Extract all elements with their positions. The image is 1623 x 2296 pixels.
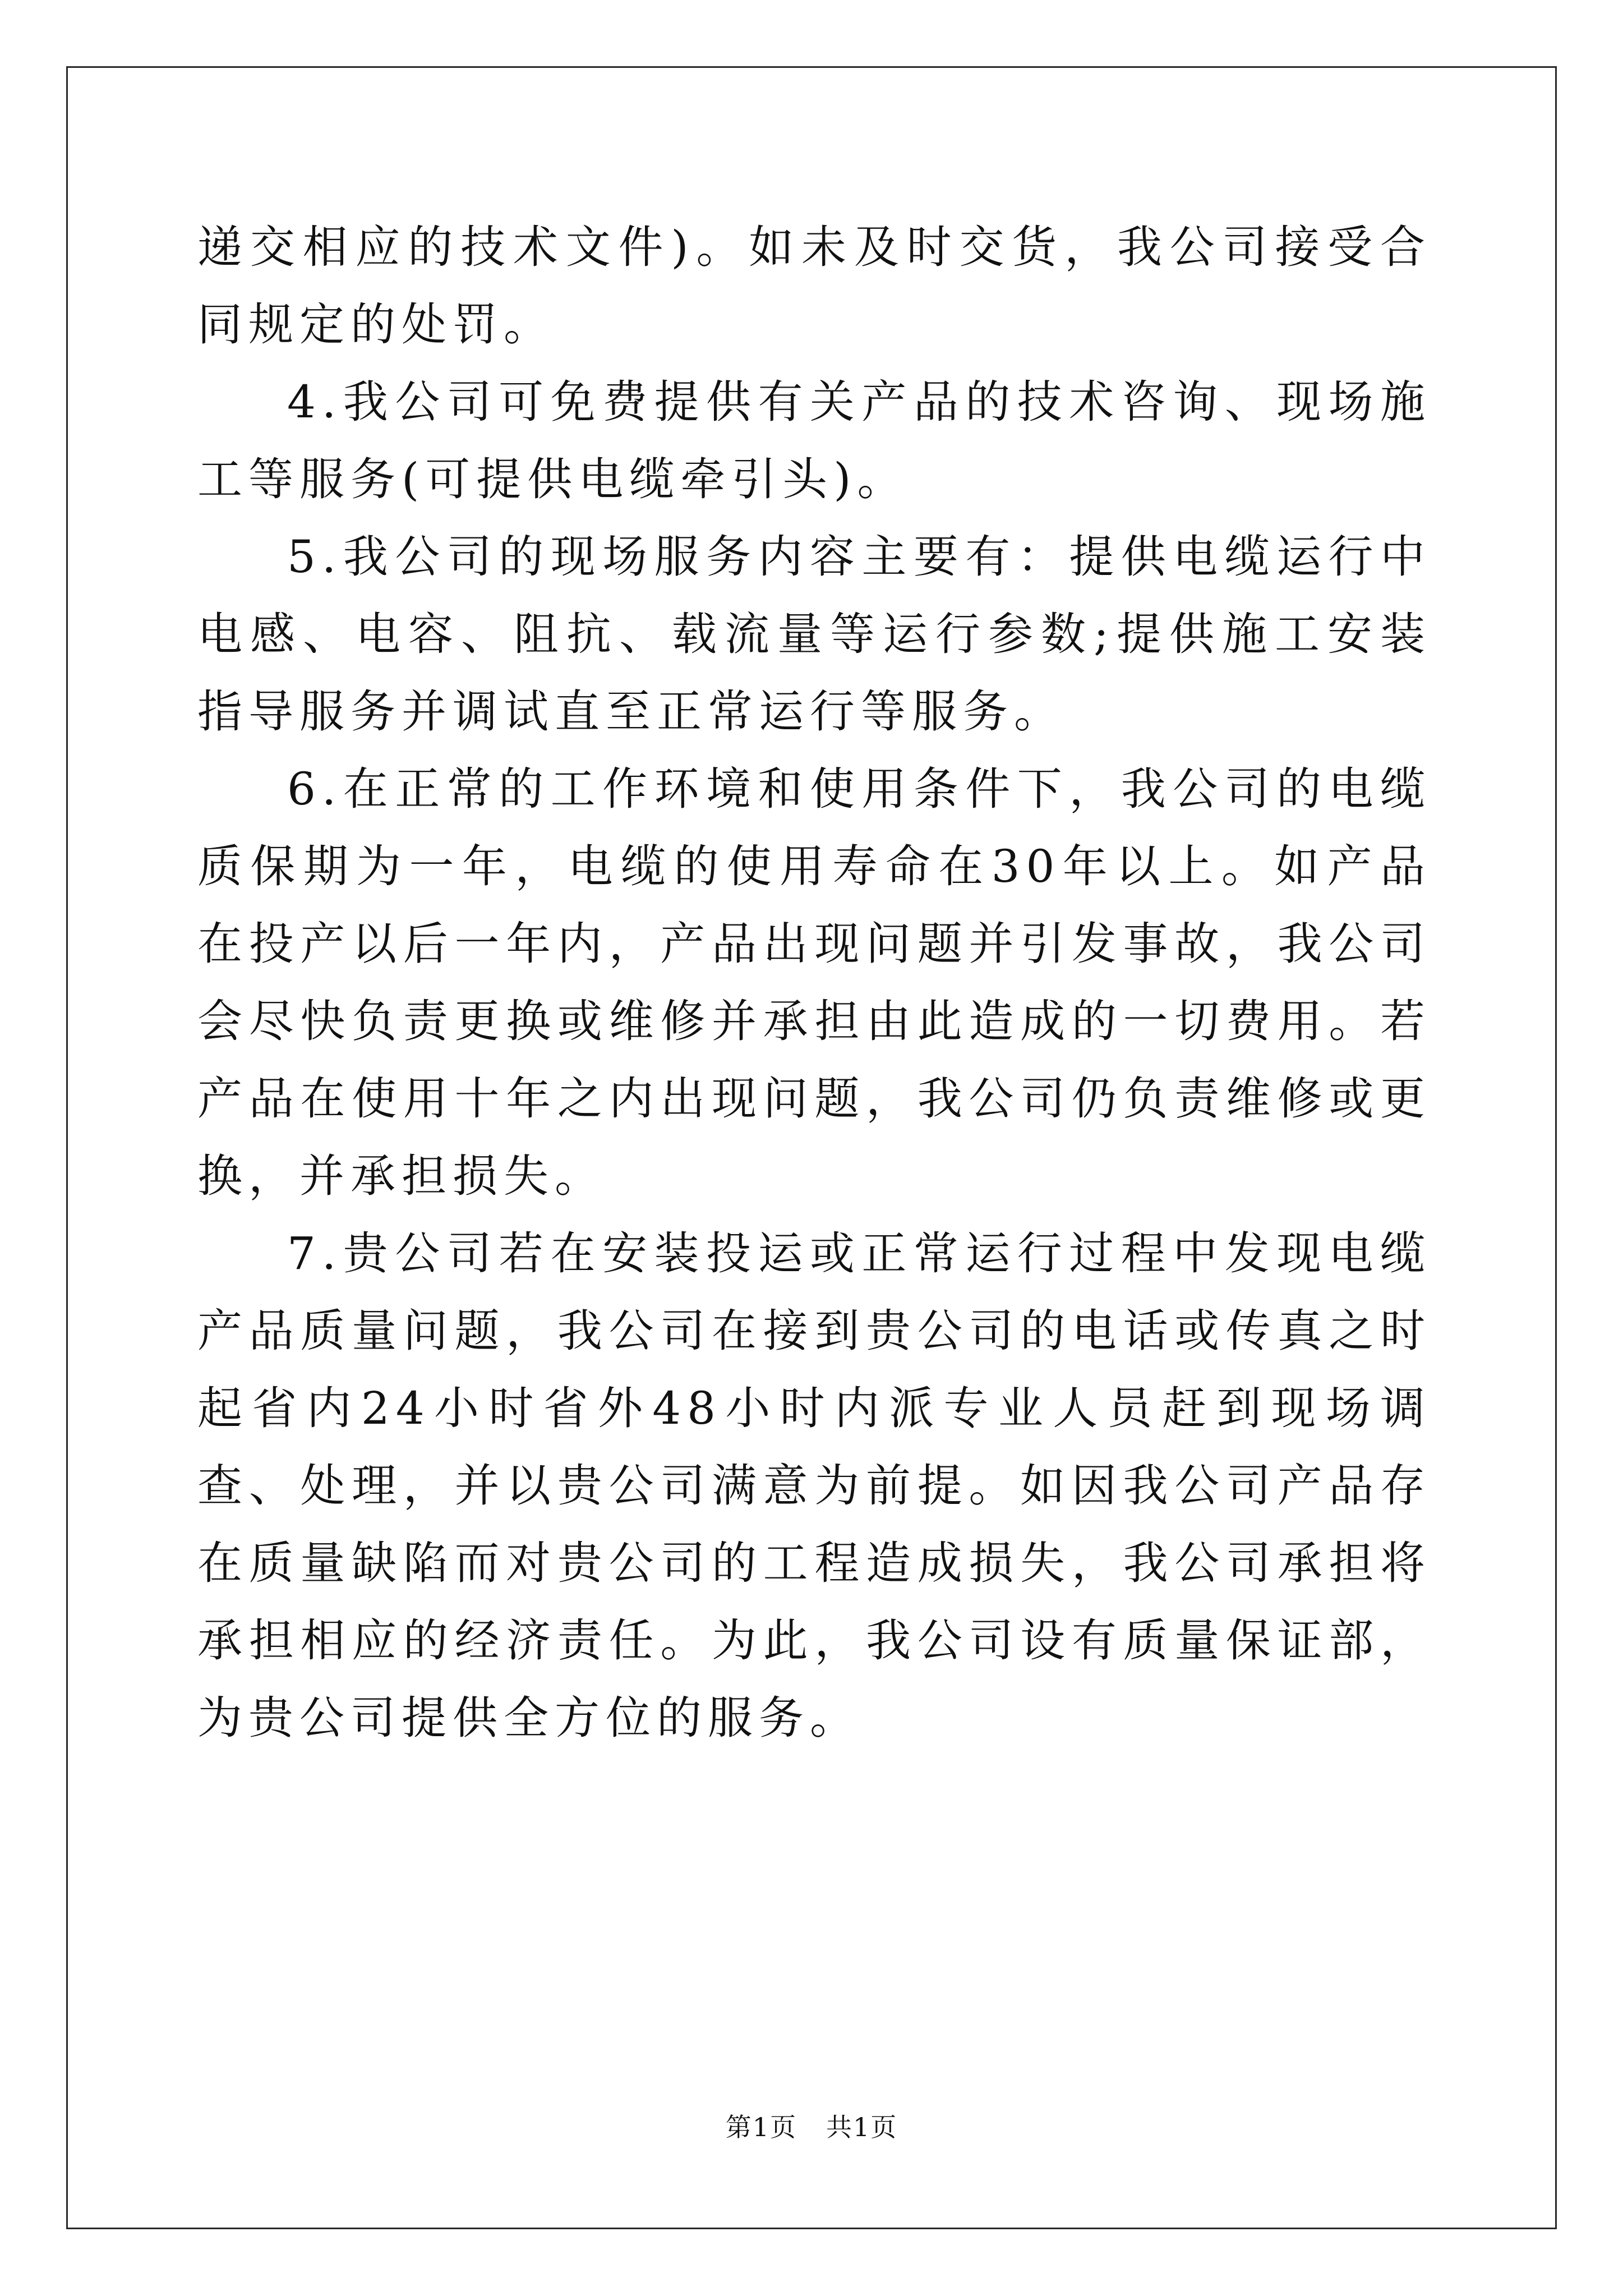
page-number-total: 共1页	[826, 2112, 898, 2142]
paragraph-item-5: 5.我公司的现场服务内容主要有：提供电缆运行中电感、电容、阻抗、载流量等运行参数;提供施工安装指导服务并调试直至正常运行等服务。	[197, 531, 1431, 738]
paragraph-item-7: 7.贵公司若在安装投运或正常运行过程中发现电缆产品质量问题，我公司在接到贵公司的电话或传真之时起省内24小时省外48小时内派专业人员赶到现场调查、处理，并以贵公司满意为前提。如因我公司产品存在质量缺陷而对贵公司的工程造成损失，我公司承担将承担相应的经济责任。为此，我公司设有质量保证部，为贵公司提供全方位的服务。	[197, 1227, 1431, 1744]
document-body	[197, 209, 1431, 1757]
paragraph-item-6: 6.在正常的工作环境和使用条件下，我公司的电缆质保期为一年，电缆的使用寿命在30年以上。如产品在投产以后一年内，产品出现问题并引发事故，我公司会尽快负责更换或维修并承担由此造成的一切费用。若产品在使用十年之内出现问题，我公司仍负责维修或更换，并承担损失。	[197, 763, 1431, 1202]
page-footer	[0, 2110, 1623, 2144]
page-number-current: 第1页	[725, 2112, 797, 2142]
paragraph-item-4: 4.我公司可免费提供有关产品的技术咨询、现场施工等服务(可提供电缆牵引头)。	[197, 376, 1431, 505]
paragraph-continuation: 递交相应的技术文件)。如未及时交货，我公司接受合同规定的处罚。	[197, 221, 1431, 351]
